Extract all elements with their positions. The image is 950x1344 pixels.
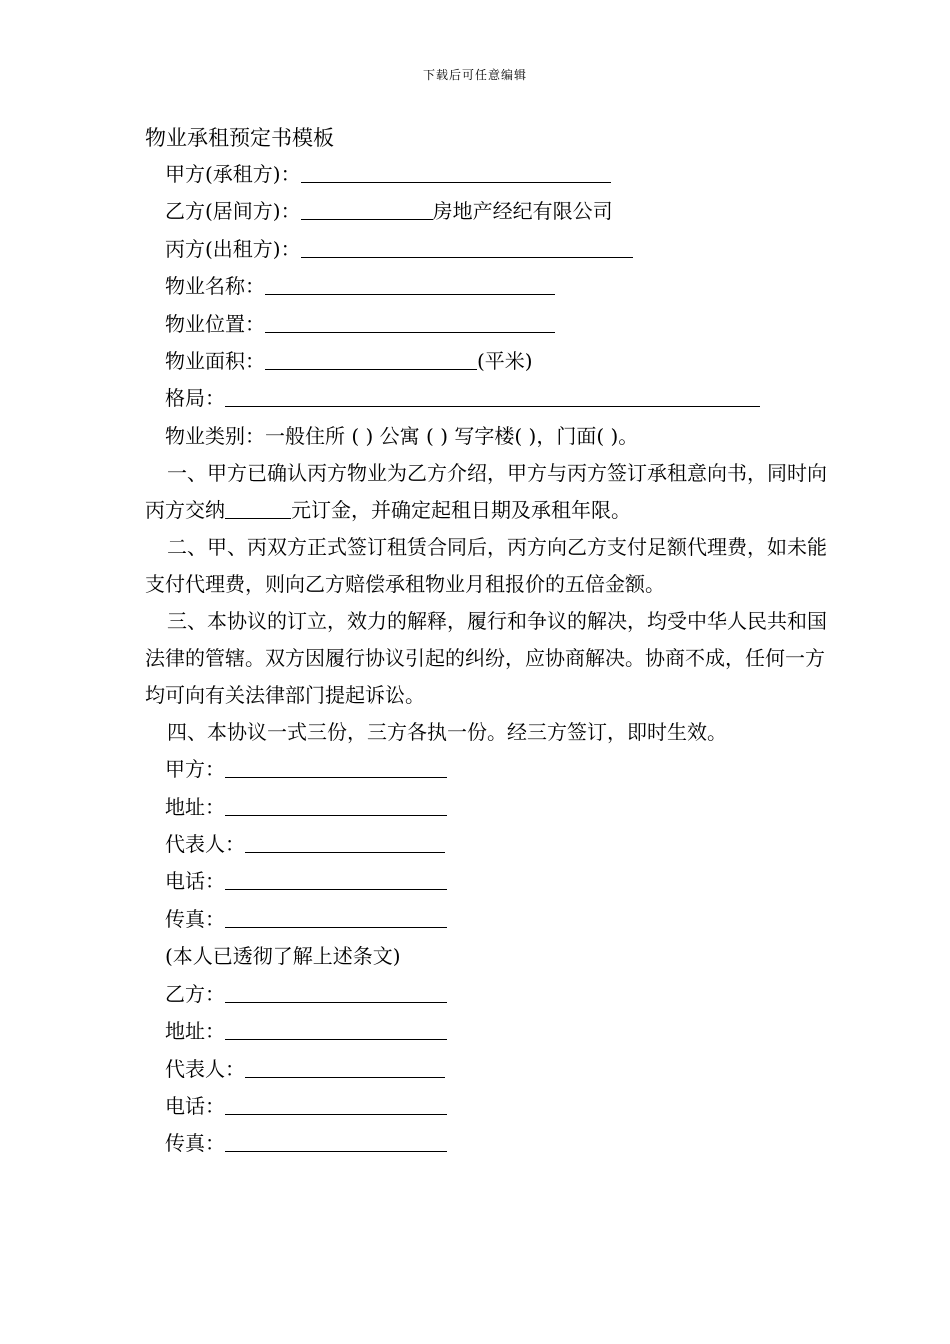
sign-a-rep-line [145,826,835,863]
sign-a-fax-label: 传真： [165,906,225,931]
document-body [145,120,835,1163]
property-area-blank[interactable] [265,345,477,370]
sign-b-rep-line [145,1051,835,1088]
party-a-blank[interactable] [301,158,611,183]
sign-a-address-line [145,789,835,826]
sign-a-fax-blank[interactable] [225,903,447,928]
clause-1-text-b: 元订金，并确定起租日期及承租年限。 [291,498,631,523]
sign-a-phone-label: 电话： [165,869,225,894]
party-a-label: 甲方(承租方)： [165,162,301,186]
sign-b-rep-label: 代表人： [165,1056,245,1081]
sign-b-phone-label: 电话： [165,1093,225,1118]
clause-1 [145,455,835,529]
document-title: 物业承租预定书模板 [145,126,334,150]
property-name-line [145,268,835,305]
property-location-line [145,306,835,343]
sign-a-phone-blank[interactable] [225,865,447,890]
sign-b-address-label: 地址： [165,1019,225,1044]
clause-4: 四、本协议一式三份，三方各执一份。经三方签订，即时生效。 [167,720,727,745]
party-c-blank[interactable] [301,233,633,258]
property-area-unit: (平米) [477,349,533,374]
property-category-line: 物业类别：一般住所 ( ) 公寓 ( ) 写字楼( )，门面( )。 [165,423,639,448]
sign-b-fax-blank[interactable] [225,1127,447,1152]
sign-a-address-blank[interactable] [225,791,447,816]
sign-a-party-label: 甲方： [165,757,225,782]
sign-a-fax-line [145,901,835,938]
layout-blank[interactable] [225,382,760,407]
sign-b-phone-blank[interactable] [225,1090,447,1115]
party-b-label: 乙方(居间方)： [165,199,301,224]
property-name-blank[interactable] [265,270,555,295]
party-a-line [145,156,835,193]
party-b-suffix: 房地产经纪有限公司 [432,199,613,224]
sign-a-address-label: 地址： [165,794,225,819]
sign-b-phone-line [145,1088,835,1125]
sign-b-address-line [145,1013,835,1050]
sign-a-rep-blank[interactable] [245,828,445,853]
layout-line [145,380,835,417]
sign-b-address-blank[interactable] [225,1015,447,1040]
property-location-blank[interactable] [265,308,555,333]
sign-a-party-blank[interactable] [225,753,447,778]
clause-2: 二、甲、丙双方正式签订租赁合同后，丙方向乙方支付足额代理费，如未能支付代理费，则向乙方赔偿承租物业月租报价的五倍金额。 [145,535,827,597]
clause-3: 三、本协议的订立，效力的解释，履行和争议的解决，均受中华人民共和国法律的管辖。双方因履行协议引起的纠纷，应协商解决。协商不成，任何一方均可向有关法律部门提起诉讼。 [145,609,827,708]
acknowledgement-statement: (本人已透彻了解上述条文) [165,944,401,969]
clause-1-text-a: 一、甲方已确认丙方物业为乙方介绍，甲方与丙方签订承租意向书，同时向丙方交纳 [145,461,827,523]
sign-b-party-line [145,976,835,1013]
party-c-line [145,231,835,268]
deposit-amount-blank[interactable] [225,494,291,519]
sign-b-fax-label: 传真： [165,1131,225,1156]
property-area-line [145,343,835,380]
page-header: 下载后可任意编辑 [422,68,527,82]
sign-b-party-blank[interactable] [225,978,447,1003]
sign-a-phone-line [145,863,835,900]
property-area-label: 物业面积： [165,349,265,374]
party-b-line [145,193,835,230]
party-b-blank[interactable] [301,195,433,220]
property-name-label: 物业名称： [165,274,265,299]
sign-b-party-label: 乙方： [165,981,225,1006]
layout-label: 格局： [165,386,225,411]
sign-b-fax-line [145,1125,835,1162]
property-location-label: 物业位置： [165,311,265,336]
sign-a-party-line [145,751,835,788]
sign-a-rep-label: 代表人： [165,832,245,857]
sign-b-rep-blank[interactable] [245,1053,445,1078]
party-c-label: 丙方(出租方)： [165,236,301,261]
